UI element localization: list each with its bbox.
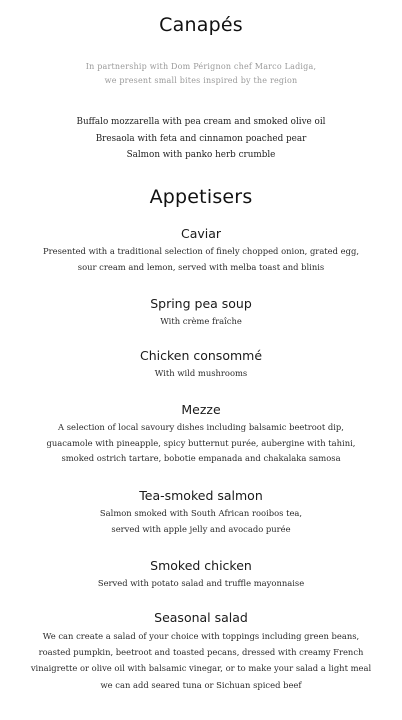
canape-item: Bresaola with feta and cinnamon poached pear bbox=[95, 133, 307, 144]
appetisers-heading: Appetisers bbox=[149, 186, 253, 208]
dish-name: Mezze bbox=[181, 402, 221, 417]
dish-smoked-chicken bbox=[4, 558, 398, 592]
dish-description bbox=[4, 366, 398, 382]
dish-caviar bbox=[4, 226, 398, 275]
dish-description-line: A selection of local savoury dishes including balsamic beetroot dip, bbox=[58, 422, 344, 432]
canapes-list bbox=[10, 114, 392, 164]
canapes-heading: Canapés bbox=[159, 14, 243, 36]
dish-description-line: With crème fraîche bbox=[160, 316, 242, 326]
canape-item: Buffalo mozzarella with pea cream and smoked olive oil bbox=[76, 117, 326, 127]
dish-chicken-consomme bbox=[4, 348, 398, 382]
intro-line: In partnership with Dom Pérignon chef Marco Ladiga, bbox=[85, 62, 317, 71]
dish-description bbox=[4, 244, 398, 275]
canape-item: Salmon with panko herb crumble bbox=[126, 150, 276, 160]
dish-name: Caviar bbox=[180, 226, 222, 241]
dish-description-line: We can create a salad of your choice with toppings including green beans, bbox=[42, 631, 360, 641]
dish-description bbox=[4, 314, 398, 330]
dish-tea-smoked-salmon bbox=[4, 488, 398, 537]
dish-name: Tea-smoked salmon bbox=[139, 488, 263, 503]
intro-line: we present small bites inspired by the region bbox=[104, 76, 298, 85]
dish-description-line: With wild mushrooms bbox=[154, 368, 248, 378]
dish-name: Smoked chicken bbox=[150, 558, 252, 573]
dish-description-line: vinaigrette or olive oil with balsamic vinegar, or to make your salad a light meal bbox=[30, 663, 372, 674]
dish-description-line: roasted pumpkin, beetroot and toasted pecans, dressed with creamy French bbox=[38, 647, 364, 658]
dish-mezze bbox=[4, 402, 398, 467]
dish-description-line: we can add seared tuna or Sichuan spiced beef bbox=[100, 679, 302, 690]
dish-description-line: guacamole with pineapple, spicy butternut purée, aubergine with tahini, bbox=[46, 437, 356, 448]
dish-name: Chicken consommé bbox=[139, 348, 263, 363]
dish-description-line: sour cream and lemon, served with melba toast and blinis bbox=[77, 261, 325, 272]
dish-description bbox=[4, 576, 398, 592]
dish-description bbox=[4, 628, 398, 693]
dish-name: Spring pea soup bbox=[150, 296, 252, 311]
dish-name: Seasonal salad bbox=[154, 610, 248, 625]
dish-description bbox=[4, 420, 398, 467]
dish-description-line: Served with potato salad and truffle mayonnaise bbox=[97, 578, 305, 588]
dish-description-line: served with apple jelly and avocado purée bbox=[111, 523, 291, 534]
dish-description-line: Salmon smoked with South African rooibos tea, bbox=[99, 508, 303, 518]
dish-description-line: Presented with a traditional selection of finely chopped onion, grated egg, bbox=[42, 246, 359, 256]
dish-spring-pea-soup bbox=[4, 296, 398, 330]
canapes-intro bbox=[20, 60, 382, 88]
dish-seasonal-salad bbox=[4, 610, 398, 693]
dish-description-line: smoked ostrich tartare, bobotie empanada and chakalaka samosa bbox=[61, 453, 341, 463]
dish-description bbox=[4, 506, 398, 537]
